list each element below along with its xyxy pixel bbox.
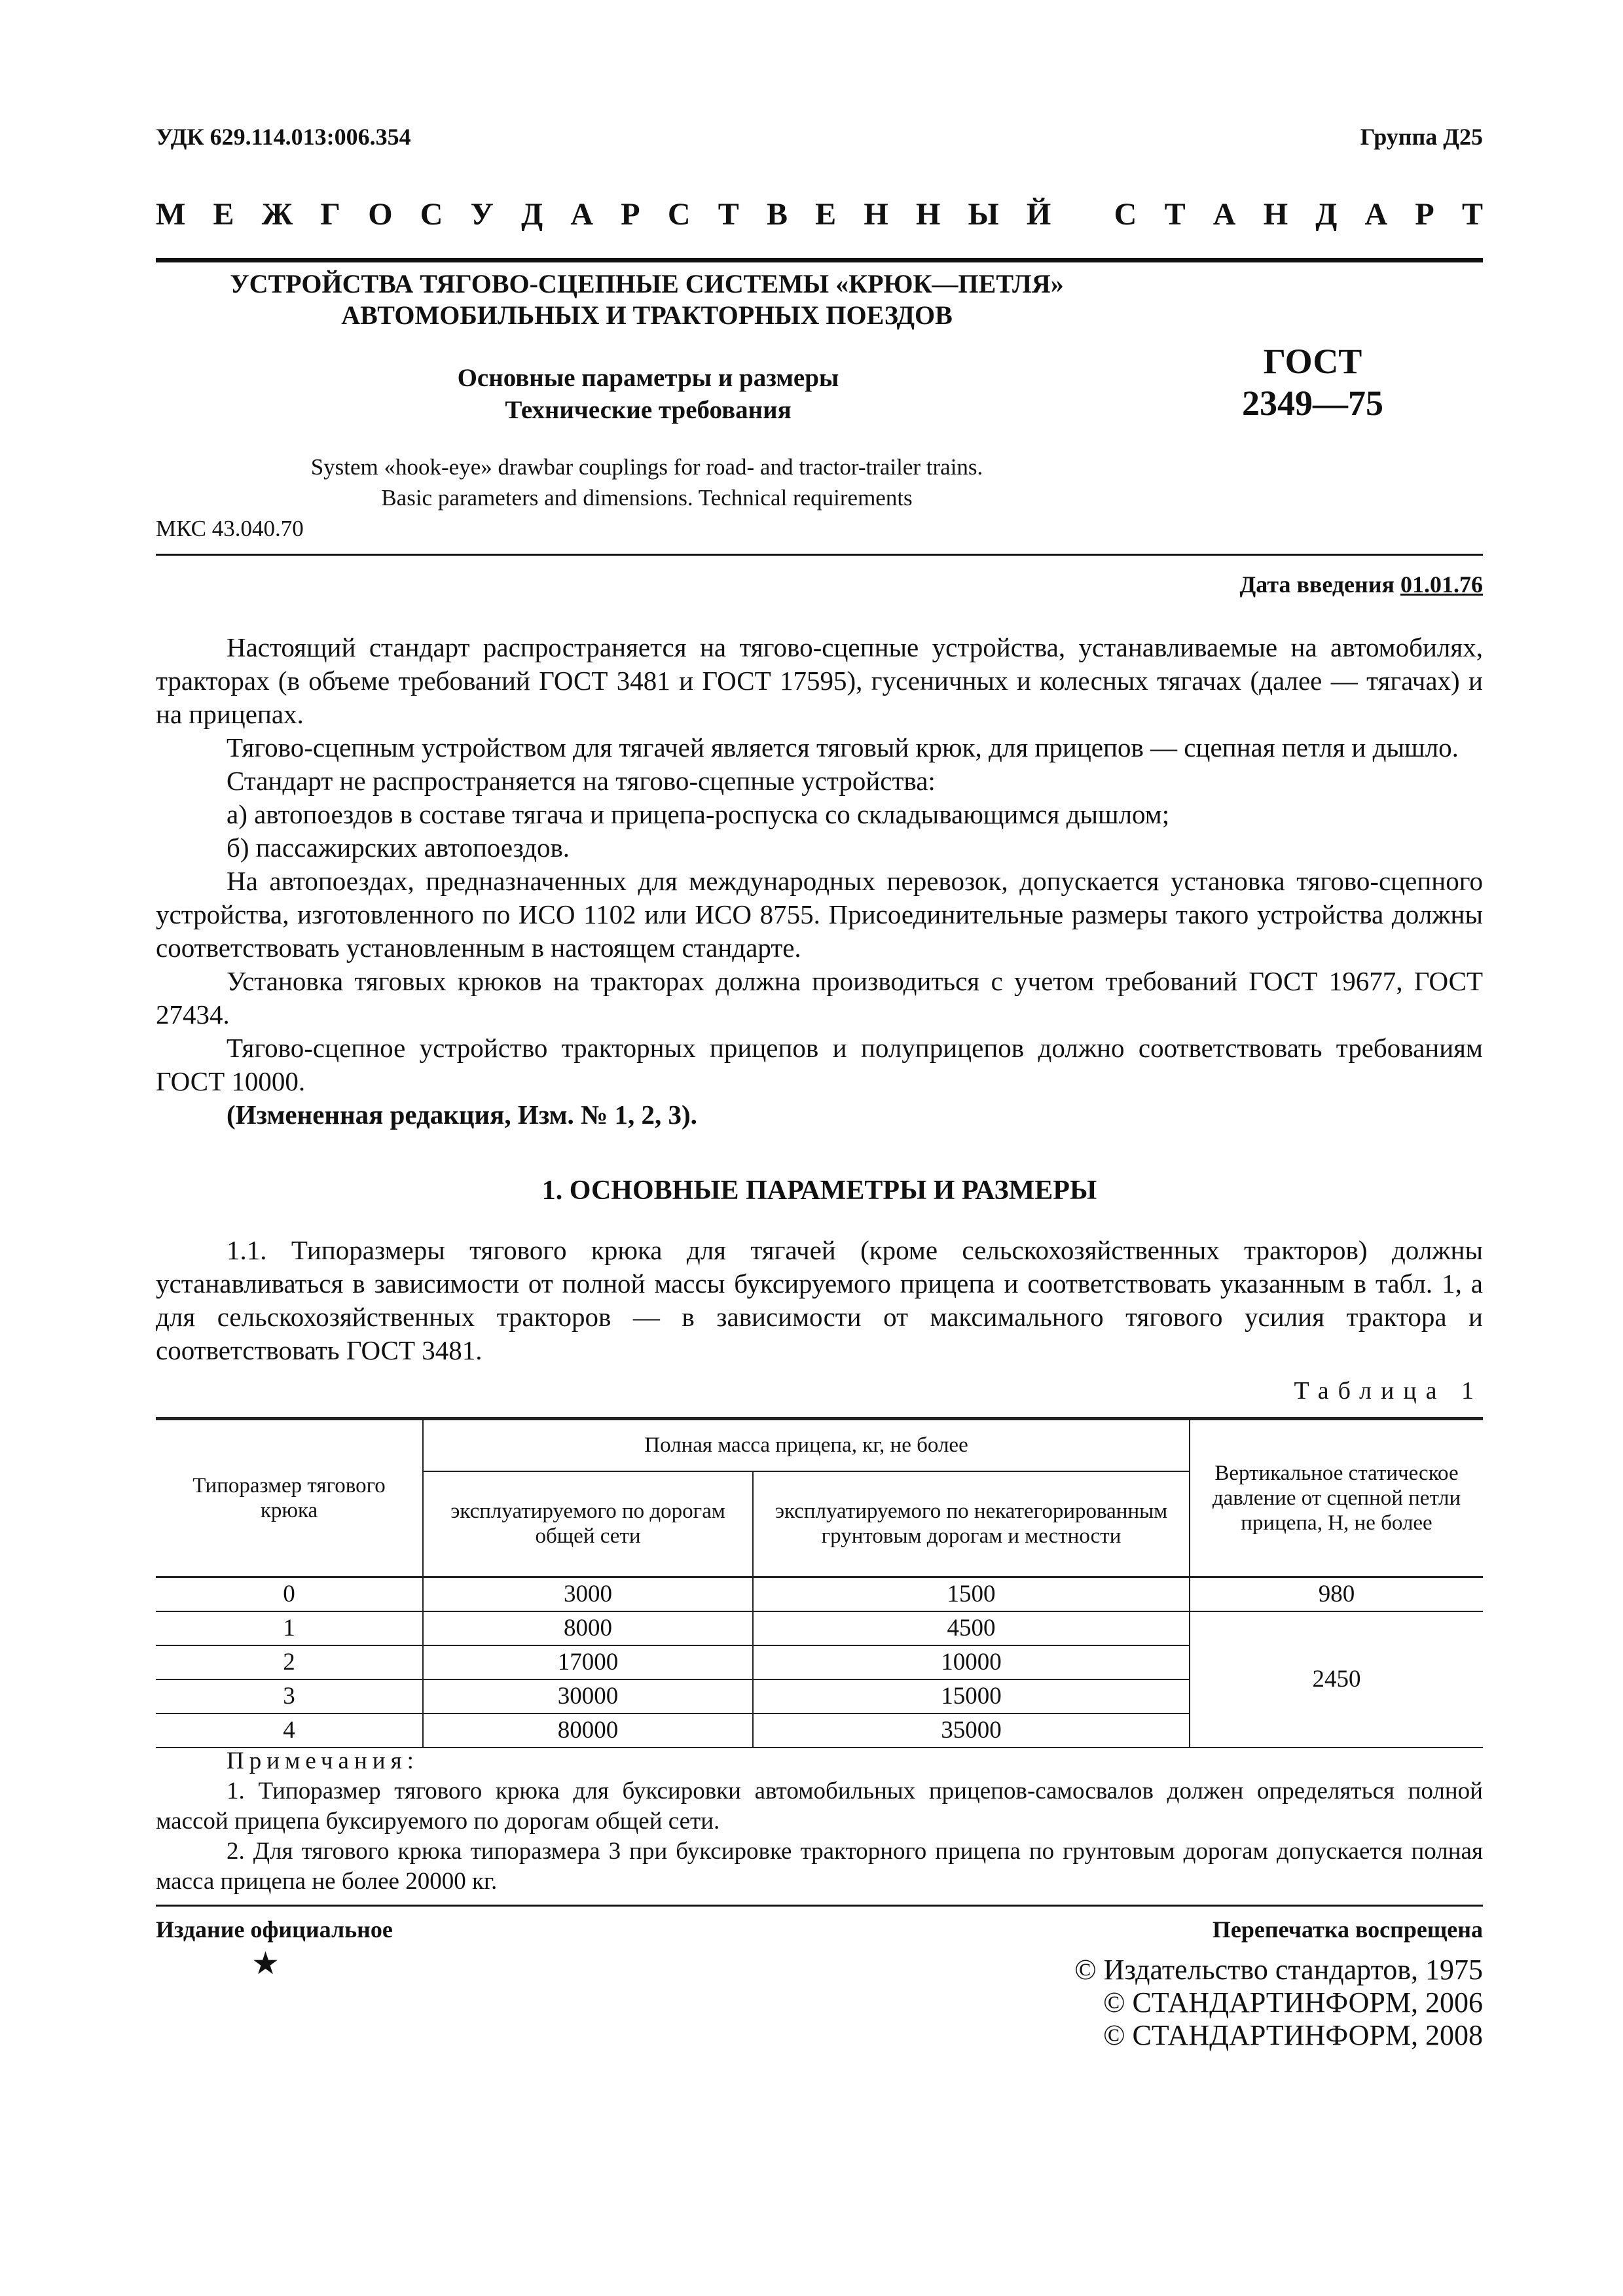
mks-code: МКС 43.040.70 xyxy=(156,516,304,541)
intro-paragraph: Тягово-сцепным устройством для тягачей является тяговый крюк, для прицепов — сцепная петля и дышло. xyxy=(227,732,1459,762)
intro-paragraph: На автопоездах, предназначенных для международных перевозок, допускается установка тягово-сцепного устройства, изготовленного по ИСО 1102 или ИСО 8755. Присоединительные размеры такого устройства должны соответствовать установленным в настоящем стандарте. xyxy=(156,866,1483,963)
header-mass-dirt-roads: эксплуатируемого по некатегорированным грунтовым дорогам и местности xyxy=(753,1471,1190,1577)
group-code: Группа Д25 xyxy=(1360,124,1483,150)
banner-letter: Ы xyxy=(968,197,999,232)
table-1 xyxy=(156,1417,1483,1748)
merged-pressure-cell: 2450 xyxy=(1190,1611,1483,1748)
banner-letter xyxy=(1078,196,1086,232)
banner-letter: Р xyxy=(1415,197,1434,232)
udk-code: УДК 629.114.013:006.354 xyxy=(156,124,411,150)
banner-letter: М xyxy=(156,197,186,232)
header-mass: Полная масса прицепа, кг, не более xyxy=(423,1419,1190,1471)
clause-1-1: 1.1. Типоразмеры тягового крюка для тягачей (кроме сельскохозяйственных тракторов) должны устанавливаться в зависимости от полной массы буксируемого прицепа и соответствовать указанным в табл. 1, а для сельскохозяйственных тракторов — в зависимости от максимального тягового усилия трактора и соответствовать ГОСТ 3481. xyxy=(156,1235,1483,1365)
reprint-prohibited: Перепечатка воспрещена xyxy=(1212,1916,1483,1943)
banner-letter: Н xyxy=(864,197,888,232)
intro-text xyxy=(156,631,1483,1132)
banner-letter: В xyxy=(766,197,788,232)
title-rule xyxy=(156,554,1483,556)
gost-number: ГОСТ 2349—75 xyxy=(1242,342,1383,423)
banner-letter: С xyxy=(1114,197,1137,232)
copyright-block: © Издательство стандартов, 1975 © СТАНДАРТИНФОРМ, 2006 © СТАНДАРТИНФОРМ, 2008 xyxy=(1074,1954,1483,2051)
interstate-standard-banner xyxy=(156,196,1483,232)
intro-paragraph: Настоящий стандарт распространяется на тягово-сцепные устройства, устанавливаемые на автомобилях, тракторах (в объеме требований ГОСТ 3481 и ГОСТ 17595), гусеничных и колесных тягачах (далее — тягачах) и на прицепах. xyxy=(156,632,1483,729)
document-title: УСТРОЙСТВА ТЯГОВО-СЦЕПНЫЕ СИСТЕМЫ «КРЮК—ПЕТЛЯ» АВТОМОБИЛЬНЫХ И ТРАКТОРНЫХ ПОЕЗДОВ xyxy=(230,269,1064,330)
table-row: 3 30000 15000 xyxy=(156,1679,1483,1713)
banner-letter: Ж xyxy=(261,197,293,232)
table-row: 0 3000 1500 980 xyxy=(156,1577,1483,1611)
note-item: 1. Типоразмер тягового крюка для буксировки автомобильных прицепов-самосвалов должен определяться полной массой прицепа буксируемого по дорогам общей сети. xyxy=(156,1778,1483,1835)
banner-letter: С xyxy=(420,197,443,232)
banner-letter: Д xyxy=(1315,197,1338,232)
footer-rule xyxy=(156,1905,1483,1907)
section-text xyxy=(156,1234,1483,1367)
table-caption: Таблица 1 xyxy=(1294,1377,1483,1405)
intro-list-item: а) автопоездов в составе тягача и прицепа-роспуска со складывающимся дышлом; xyxy=(227,799,1170,829)
table-notes xyxy=(156,1746,1483,1897)
banner-letter: Г xyxy=(320,197,340,232)
banner-letter: Т xyxy=(718,197,739,232)
banner-letter: А xyxy=(1364,197,1388,232)
effective-date: Дата введения 01.01.76 xyxy=(1239,571,1483,598)
banner-letter: Е xyxy=(213,197,234,232)
header-size: Типоразмер тягового крюка xyxy=(156,1419,423,1577)
banner-letter: Т xyxy=(1461,197,1483,232)
banner-letter: Д xyxy=(521,197,543,232)
banner-letter: А xyxy=(1213,197,1236,232)
effective-date-value: 01.01.76 xyxy=(1400,571,1483,598)
amendment-note: (Измененная редакция, Изм. № 1, 2, 3). xyxy=(227,1100,697,1130)
header-rule xyxy=(156,258,1483,262)
notes-heading: Примечания: xyxy=(227,1748,419,1774)
banner-letter: У xyxy=(470,197,494,232)
star-icon: ★ xyxy=(251,1946,280,1981)
note-item: 2. Для тягового крюка типоразмера 3 при буксировке тракторного прицепа по грунтовым дорогам допускается полная масса прицепа не более 20000 кг. xyxy=(156,1838,1483,1895)
banner-letter: Й xyxy=(1026,197,1051,232)
table-row: 1 8000 4500 2450 xyxy=(156,1611,1483,1645)
intro-paragraph: Стандарт не распространяется на тягово-сцепные устройства: xyxy=(227,766,936,796)
intro-paragraph: Тягово-сцепное устройство тракторных прицепов и полуприцепов должно соответствовать требованиям ГОСТ 10000. xyxy=(156,1033,1483,1096)
official-edition: Издание официальное xyxy=(156,1916,393,1943)
document-subtitle: Основные параметры и размеры Технические требования xyxy=(457,364,839,424)
banner-letter: С xyxy=(667,197,691,232)
table-row: 4 80000 35000 xyxy=(156,1713,1483,1748)
section-title: 1. ОСНОВНЫЕ ПАРАМЕТРЫ И РАЗМЕРЫ xyxy=(541,1175,1097,1206)
intro-paragraph: Установка тяговых крюков на тракторах должна производиться с учетом требований ГОСТ 19677, ГОСТ 27434. xyxy=(156,966,1483,1030)
table-row: 2 17000 10000 xyxy=(156,1645,1483,1679)
banner-letter: Е xyxy=(815,197,837,232)
banner-letter: О xyxy=(368,197,393,232)
english-title: System «hook-eye» drawbar couplings for road- and tractor-trailer trains. Basic parameters and dimensions. Technical requirements xyxy=(310,454,983,511)
banner-letter: А xyxy=(570,197,594,232)
banner-letter: Р xyxy=(621,197,640,232)
header-vertical-pressure: Вертикальное статическое давление от сцепной петли прицепа, Н, не более xyxy=(1190,1419,1483,1577)
intro-list-item: б) пассажирских автопоездов. xyxy=(227,833,570,863)
header-mass-public-roads: эксплуатируемого по дорогам общей сети xyxy=(423,1471,753,1577)
banner-letter: Т xyxy=(1164,197,1186,232)
banner-letter: Н xyxy=(915,197,941,232)
banner-letter: Н xyxy=(1263,197,1288,232)
